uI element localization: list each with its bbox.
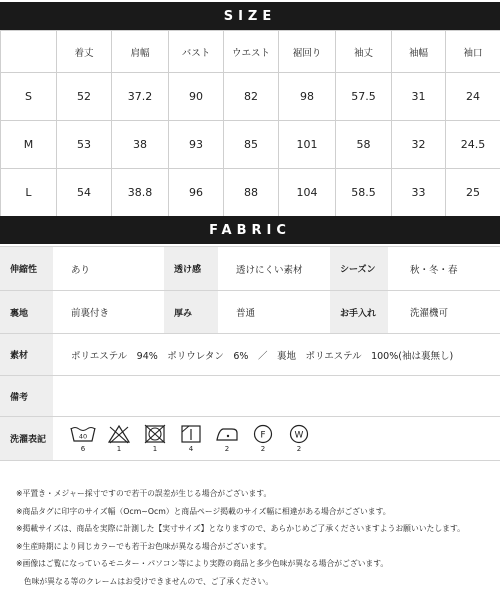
size-cell: 104: [279, 169, 336, 217]
note-line: ※画像はご覧になっているモニター・パソコン等により実際の商品と多少色味が異なる場合がございます。: [16, 559, 389, 568]
wash-label: 洗濯表記: [0, 417, 53, 460]
no-bleach-icon: [103, 424, 135, 453]
icon-code: 2: [224, 445, 230, 453]
size-label: M: [1, 121, 57, 169]
size-cell: 37.2: [112, 73, 169, 121]
lining-label: 裏地: [0, 291, 53, 333]
size-cell: 54: [57, 169, 112, 217]
icon-code: 2: [260, 445, 266, 453]
size-cell: 101: [279, 121, 336, 169]
size-cell: 90: [169, 73, 224, 121]
table-row: [1, 73, 500, 121]
col-header: 袖口: [446, 31, 500, 73]
size-cell: 96: [169, 169, 224, 217]
col-header: ウエスト: [224, 31, 279, 73]
notes: [16, 485, 494, 590]
season-label: シーズン: [330, 247, 388, 290]
fabric-row: [0, 246, 500, 291]
remarks-label: 備考: [0, 376, 53, 416]
icon-code: 6: [80, 445, 86, 453]
wet-clean-letter: W: [294, 430, 304, 441]
col-header: 袖幅: [392, 31, 446, 73]
wet-clean-w-icon: [283, 424, 315, 453]
size-cell: 38: [112, 121, 169, 169]
size-cell: 57.5: [336, 73, 392, 121]
size-cell: 58: [336, 121, 392, 169]
care-icons: [53, 417, 500, 460]
table-row: [1, 121, 500, 169]
table-row: [1, 169, 500, 217]
size-cell: 93: [169, 121, 224, 169]
size-cell: 38.8: [112, 169, 169, 217]
size-cell: 88: [224, 169, 279, 217]
size-header: [0, 2, 500, 30]
fabric-row: [0, 417, 500, 461]
material-label: 素材: [0, 334, 53, 375]
fabric-table: [0, 246, 500, 461]
corner-cell: [1, 31, 57, 73]
care-value: 洗濯機可: [410, 308, 449, 319]
size-cell: 85: [224, 121, 279, 169]
wash-40-icon: [67, 424, 99, 453]
size-cell: 82: [224, 73, 279, 121]
thickness-value: 普通: [236, 308, 256, 319]
sheer-value: 透けにくい素材: [236, 264, 303, 276]
size-header-row: [1, 31, 500, 73]
sheer-label: 透け感: [164, 247, 218, 290]
icon-code: 1: [116, 445, 122, 453]
stretch-value: あり: [71, 264, 91, 276]
size-label: S: [1, 73, 57, 121]
size-title: SIZE: [223, 8, 277, 24]
note-line: ※平置き・メジャー採寸ですので若干の誤差が生じる場合がございます。: [16, 489, 272, 498]
size-cell: 25: [446, 169, 500, 217]
season-value: 秋・冬・春: [410, 264, 458, 276]
dry-clean-letter: F: [260, 430, 266, 441]
note-line: ※商品タグに印字のサイズ幅（Ocm~Ocm）と商品ページ掲載のサイズ幅に相違がある場合がございます。: [16, 506, 391, 516]
note-line: ※生産時期により同じカラーでも若干お色味が異なる場合がございます。: [16, 541, 272, 551]
icon-code: 1: [152, 445, 158, 453]
col-header: 肩幅: [112, 31, 169, 73]
size-cell: 24.5: [446, 121, 500, 169]
icon-code: 4: [188, 445, 194, 453]
col-header: 着丈: [57, 31, 112, 73]
fabric-row: [0, 334, 500, 376]
fabric-title: FABRIC: [209, 222, 291, 238]
size-cell: 53: [57, 121, 112, 169]
size-cell: 24: [446, 73, 500, 121]
material-value: ポリエステル 94% ポリウレタン 6% ／ 裏地 ポリエステル 100%(袖は裏無し): [71, 350, 454, 362]
care-label: お手入れ: [330, 291, 388, 333]
icon-code: 2: [296, 445, 302, 453]
size-cell: 52: [57, 73, 112, 121]
fabric-row: [0, 376, 500, 417]
fabric-header: [0, 216, 500, 244]
no-tumble-dry-icon: [139, 424, 171, 453]
fabric-row: [0, 291, 500, 334]
lining-value: 前裏付き: [71, 308, 110, 319]
dry-clean-f-icon: [247, 424, 279, 453]
col-header: 袖丈: [336, 31, 392, 73]
stretch-label: 伸縮性: [0, 247, 53, 290]
col-header: バスト: [169, 31, 224, 73]
iron-low-icon: [211, 424, 243, 453]
thickness-label: 厚み: [164, 291, 218, 333]
size-cell: 32: [392, 121, 446, 169]
note-line: ※掲載サイズは、商品を実際に計測した【実寸サイズ】となりますので、あらかじめご了承くださいますようお願いいたします。: [16, 524, 465, 533]
col-header: 裾回り: [279, 31, 336, 73]
size-cell: 98: [279, 73, 336, 121]
line-dry-shade-icon: [175, 424, 207, 453]
size-label: L: [1, 169, 57, 217]
size-cell: 33: [392, 169, 446, 217]
size-cell: 31: [392, 73, 446, 121]
remarks-value: [53, 376, 500, 416]
size-table: [0, 30, 500, 217]
wash-temp-text: 40: [78, 432, 88, 441]
note-line: 色味が異なる等のクレームはお受けできませんので、ご了承ください。: [16, 576, 274, 586]
size-cell: 58.5: [336, 169, 392, 217]
